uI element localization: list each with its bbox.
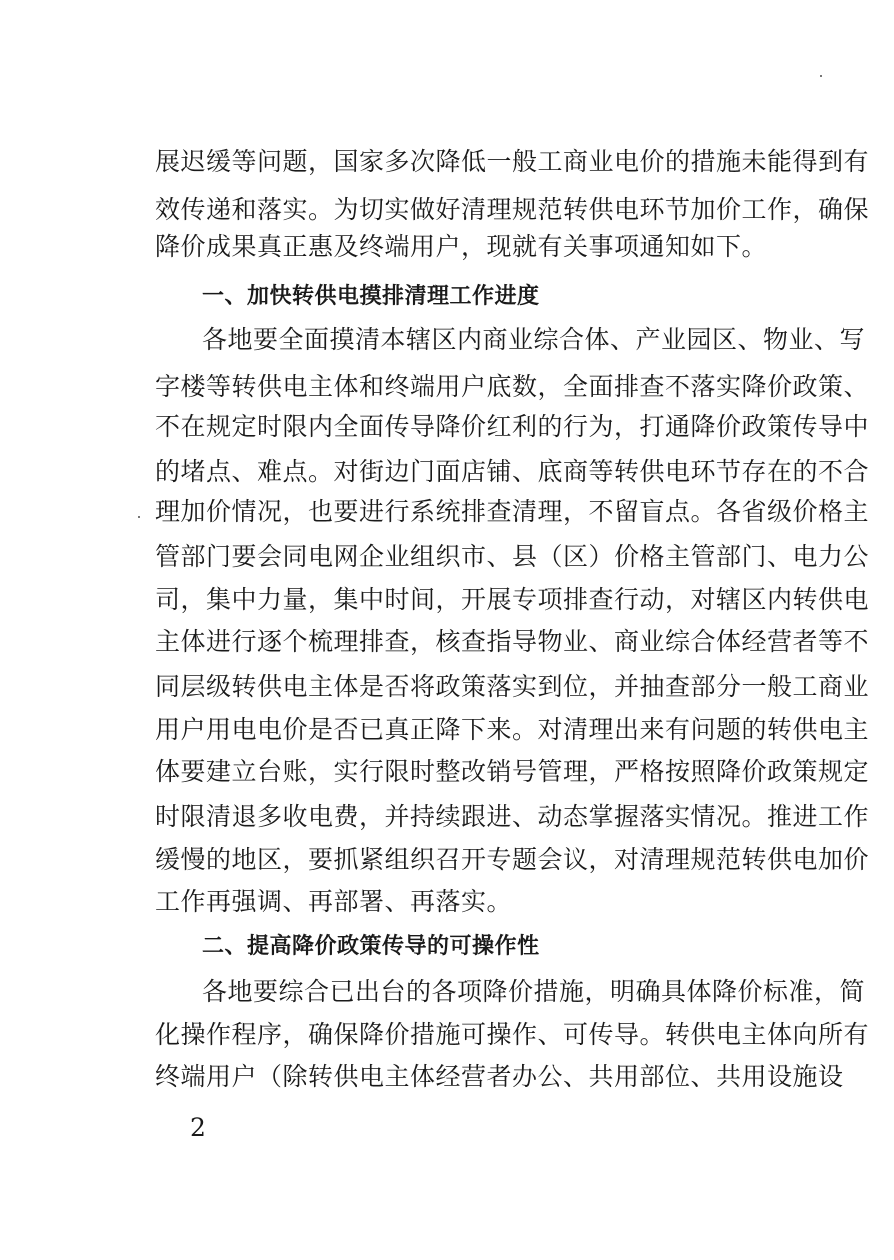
paragraph-line: 主体进行逐个梳理排查，核查指导物业、商业综合体经营者等不 bbox=[155, 627, 870, 656]
paragraph-line: 管部门要会同电网企业组织市、县（区）价格主管部门、电力公 bbox=[155, 542, 870, 571]
paragraph-line: 时限清退多收电费，并持续跟进、动态掌握落实情况。推进工作 bbox=[155, 802, 870, 831]
paragraph-line: 工作再强调、再部署、再落实。 bbox=[155, 887, 513, 916]
paragraph-line: 各地要全面摸清本辖区内商业综合体、产业园区、物业、写 bbox=[202, 325, 866, 354]
paragraph-line: 化操作程序，确保降价措施可操作、可传导。转供电主体向所有 bbox=[155, 1020, 870, 1049]
intro-line: 降价成果真正惠及终端用户，现就有关事项通知如下。 bbox=[155, 232, 768, 261]
paragraph-line: 缓慢的地区，要抓紧组织召开专题会议，对清理规范转供电加价 bbox=[155, 845, 870, 874]
intro-line: 展迟缓等问题，国家多次降低一般工商业电价的措施未能得到有 bbox=[155, 147, 870, 176]
paragraph-line: 各地要综合已出台的各项降价措施，明确具体降价标准，简 bbox=[202, 977, 866, 1006]
scan-speck bbox=[138, 516, 140, 518]
paragraph-line: 字楼等转供电主体和终端用户底数，全面排查不落实降价政策、 bbox=[155, 372, 870, 401]
paragraph-line: 体要建立台账，实行限时整改销号管理，严格按照降价政策规定 bbox=[155, 757, 870, 786]
scan-speck bbox=[820, 75, 822, 77]
paragraph-line: 不在规定时限内全面传导降价红利的行为，打通降价政策传导中 bbox=[155, 412, 870, 441]
page-number: 2 bbox=[190, 1113, 206, 1142]
paragraph-line: 理加价情况，也要进行系统排查清理，不留盲点。各省级价格主 bbox=[155, 497, 870, 526]
section-heading-1: 一、加快转供电摸排清理工作进度 bbox=[202, 284, 540, 309]
section-heading-2: 二、提高降价政策传导的可操作性 bbox=[202, 934, 540, 959]
paragraph-line: 终端用户（除转供电主体经营者办公、共用部位、共用设施设 bbox=[155, 1062, 844, 1091]
intro-line: 效传递和落实。为切实做好清理规范转供电环节加价工作，确保 bbox=[155, 195, 870, 224]
paragraph-line: 用户用电电价是否已真正降下来。对清理出来有问题的转供电主 bbox=[155, 715, 870, 744]
paragraph-line: 同层级转供电主体是否将政策落实到位，并抽查部分一般工商业 bbox=[155, 672, 870, 701]
paragraph-line: 的堵点、难点。对街边门面店铺、底商等转供电环节存在的不合 bbox=[155, 457, 870, 486]
paragraph-line: 司，集中力量，集中时间，开展专项排查行动，对辖区内转供电 bbox=[155, 585, 870, 614]
